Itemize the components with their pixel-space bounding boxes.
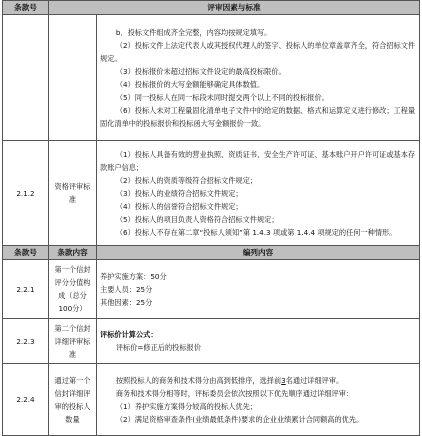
header-review-criteria: 评审因素与标准 <box>49 1 420 15</box>
score-line: 主要人员：25分 <box>100 284 153 294</box>
criteria-line: b．投标文件组成齐全完整，内容均按规定填写。 <box>115 27 272 37</box>
header-clause-content: 条款内容 <box>49 246 97 260</box>
ranking-count: 3 <box>281 375 286 385</box>
criteria-line: （2）投标文件上法定代表人或其授权代理人的签字、投标人的单位章盖章齐全，符合招标文件规定。 <box>100 40 416 63</box>
clause-name-cell: 第一个信封评分分值构成（总分100分） <box>49 260 97 319</box>
formula-title: 评标价计算公式： <box>100 330 158 339</box>
table-row <box>3 260 420 319</box>
clause-number-cell: 2.1.2 <box>3 141 49 246</box>
ranking-line: 商务和技术得分相等时，评标委员会依次按照以下优先顺序通过详细评审： <box>115 388 354 398</box>
criteria-line: （5）同一投标人在同一标段未同时提交两个以上不同的投标报价。 <box>115 92 329 102</box>
header-clause-number: 条款号 <box>3 1 49 15</box>
clause-name-cell <box>49 15 97 141</box>
clause-name-cell: 第二个信封详细评审标准 <box>49 319 97 364</box>
table-row <box>3 319 420 364</box>
header-clause-number: 条款号 <box>3 246 49 260</box>
table-header-row <box>3 1 420 15</box>
clause-number-cell: 2.2.3 <box>3 319 49 364</box>
criteria-line: （1）投标人具备有效的营业执照、资质证书、安全生产许可证、基本账户开户许可证或基本存款账户信息； <box>100 149 416 172</box>
ranking-line: （2）满足资格审查条件(业绩最低条件)要求的企业业绩累计合同额高的优先。 <box>115 414 364 424</box>
criteria-line: （5）投标人的项目负责人资格符合招标文件规定； <box>115 214 279 224</box>
table-row <box>3 15 420 141</box>
clause-name-cell: 通过第一个信封详细评审的投标人数量 <box>49 364 97 436</box>
criteria-line: （6）投标人未对工程量固化清单电子文件中的给定的数据、格式和运算定义进行修改；工程量固化清单中的投标报价和投标函大写金额报价一致。 <box>100 105 416 128</box>
criteria-line: （4）投标人的信誉符合招标文件规定； <box>115 201 243 211</box>
clause-number-cell <box>3 15 49 141</box>
clause-number-cell: 2.2.4 <box>3 364 49 436</box>
table-row <box>3 141 420 246</box>
criteria-line: （3）投标人的业绩符合招标文件规定； <box>115 188 243 198</box>
ranking-line: （1）养护实施方案得分较高的投标人优先； <box>115 401 257 411</box>
criteria-line: （3）投标报价未超过招标文件设定的最高投标限价。 <box>115 66 286 76</box>
header-listed-content: 编列内容 <box>97 246 420 260</box>
criteria-line: （4）投标报价的大写金额能够确定具体数值。 <box>115 79 265 89</box>
criteria-line: （2）投标人的资质等级符合招标文件规定； <box>115 175 257 185</box>
criteria-cell <box>97 141 420 246</box>
criteria-cell <box>97 15 420 141</box>
content-cell <box>97 364 420 436</box>
ranking-line <box>100 374 416 387</box>
ranking-line-prefix: 按照投标人的商务和技术得分由高到低排序，选择前 <box>115 375 282 385</box>
criteria-line: （6）投标人不存在第二章“投标人须知”第 1.4.3 项或第 1.4.4 项规定的任何一种情形。 <box>115 227 397 237</box>
table-header-row <box>3 246 420 260</box>
clause-name-cell: 资格评审标准 <box>49 141 97 246</box>
content-cell <box>97 260 420 319</box>
formula-text: 评标价=修正后的投标报价 <box>115 343 201 352</box>
evaluation-table <box>2 0 420 436</box>
clause-number-cell: 2.2.1 <box>3 260 49 319</box>
score-line: 养护实施方案：50分 <box>100 271 167 281</box>
content-cell <box>97 319 420 364</box>
ranking-line-suffix: 名通过详细评审。 <box>285 375 344 385</box>
table-row <box>3 364 420 436</box>
score-line: 其他因素：25分 <box>100 297 153 307</box>
